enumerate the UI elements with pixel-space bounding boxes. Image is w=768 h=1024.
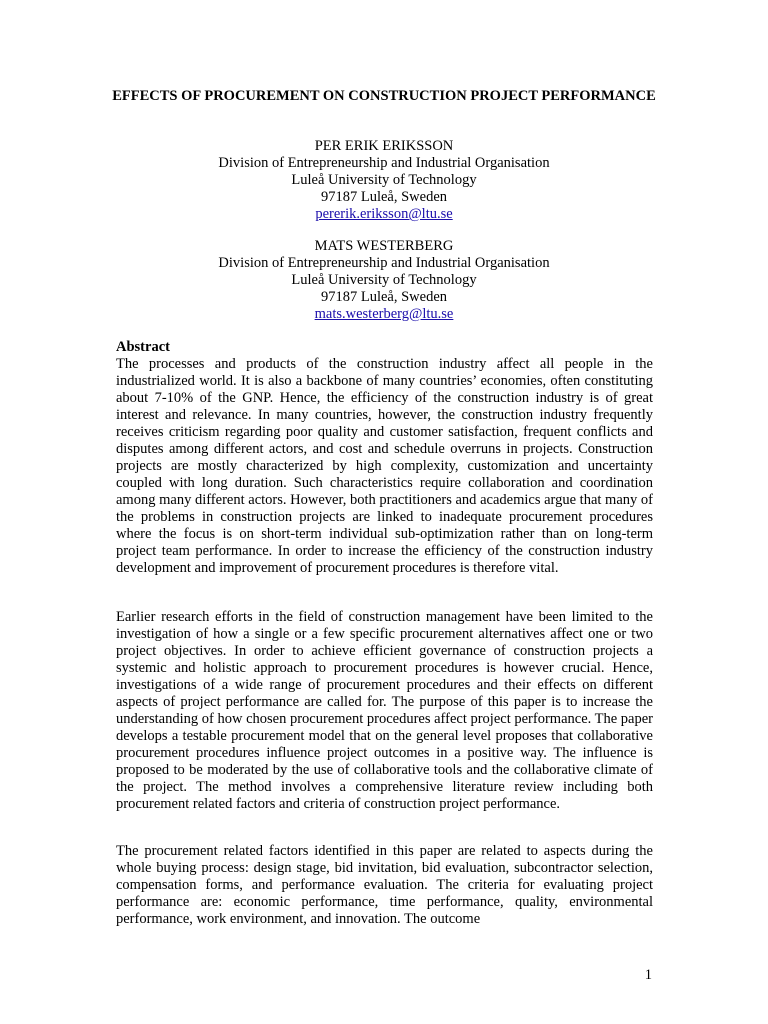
author-email-link[interactable]: mats.westerberg@ltu.se [314, 306, 454, 322]
author-name: PER ERIK ERIKSSON [314, 138, 454, 154]
author-block-2 [100, 238, 668, 323]
author-division: Division of Entrepreneurship and Industrial Organisation [218, 155, 550, 171]
page-number: 1 [644, 967, 652, 983]
author-division: Division of Entrepreneurship and Industrial Organisation [218, 255, 550, 271]
author-block-1 [100, 138, 668, 223]
abstract-heading: Abstract [116, 339, 170, 355]
author-university: Luleå University of Technology [291, 272, 477, 288]
author-email-link[interactable]: pererik.eriksson@ltu.se [315, 206, 453, 222]
paper-title: EFFECTS OF PROCUREMENT ON CONSTRUCTION PROJECT PERFORMANCE [112, 88, 656, 104]
author-university: Luleå University of Technology [291, 172, 477, 188]
abstract-paragraph-3: The procurement related factors identified in this paper are related to aspects during the whole buying process: design stage, bid invitation, bid evaluation, subcontractor selection, compensation forms, and performance evaluation. The criteria for evaluating project performance are: economic performance, time performance, quality, environmental performance, work environment, and innovation. The outcome [116, 843, 653, 927]
author-address: 97187 Luleå, Sweden [320, 189, 448, 205]
abstract-paragraph-1: The processes and products of the construction industry affect all people in the industrialized world. It is also a backbone of many countries’ economies, often constituting about 7-10% of the GNP. Hence, the efficiency of the construction industry is of great interest and relevance. In many countries, however, the construction industry frequently receives criticism regarding poor quality and customer satisfaction, frequent conflicts and disputes among different actors, and cost and schedule overruns in projects. Construction projects are mostly characterized by high complexity, customization and uncertainty coupled with long duration. Such characteristics require collaboration and coordination among many different actors. However, both practitioners and academics argue that many of the problems in construction projects are linked to inadequate procurement procedures where the focus is on short-term individual sub-optimization rather than on long-term project team performance. In order to increase the efficiency of the construction industry development and improvement of procurement procedures is therefore vital. [116, 356, 653, 576]
author-address: 97187 Luleå, Sweden [320, 289, 448, 305]
abstract-paragraph-2: Earlier research efforts in the field of construction management have been limited to the investigation of how a single or a few specific procurement alternatives affect one or two project objectives. In order to achieve efficient governance of construction projects a systemic and holistic approach to procurement procedures is however crucial. Hence, investigations of a wide range of procurement procedures and their effects on different aspects of project performance are called for. The purpose of this paper is to increase the understanding of how chosen procurement procedures affect project performance. The paper develops a testable procurement model that on the general level proposes that collaborative procurement procedures influence project outcomes in a positive way. The influence is proposed to be moderated by the use of collaborative tools and the collaborative climate of the project. The method involves a comprehensive literature review including both procurement related factors and criteria of construction project performance. [116, 609, 653, 812]
author-name: MATS WESTERBERG [314, 238, 454, 254]
